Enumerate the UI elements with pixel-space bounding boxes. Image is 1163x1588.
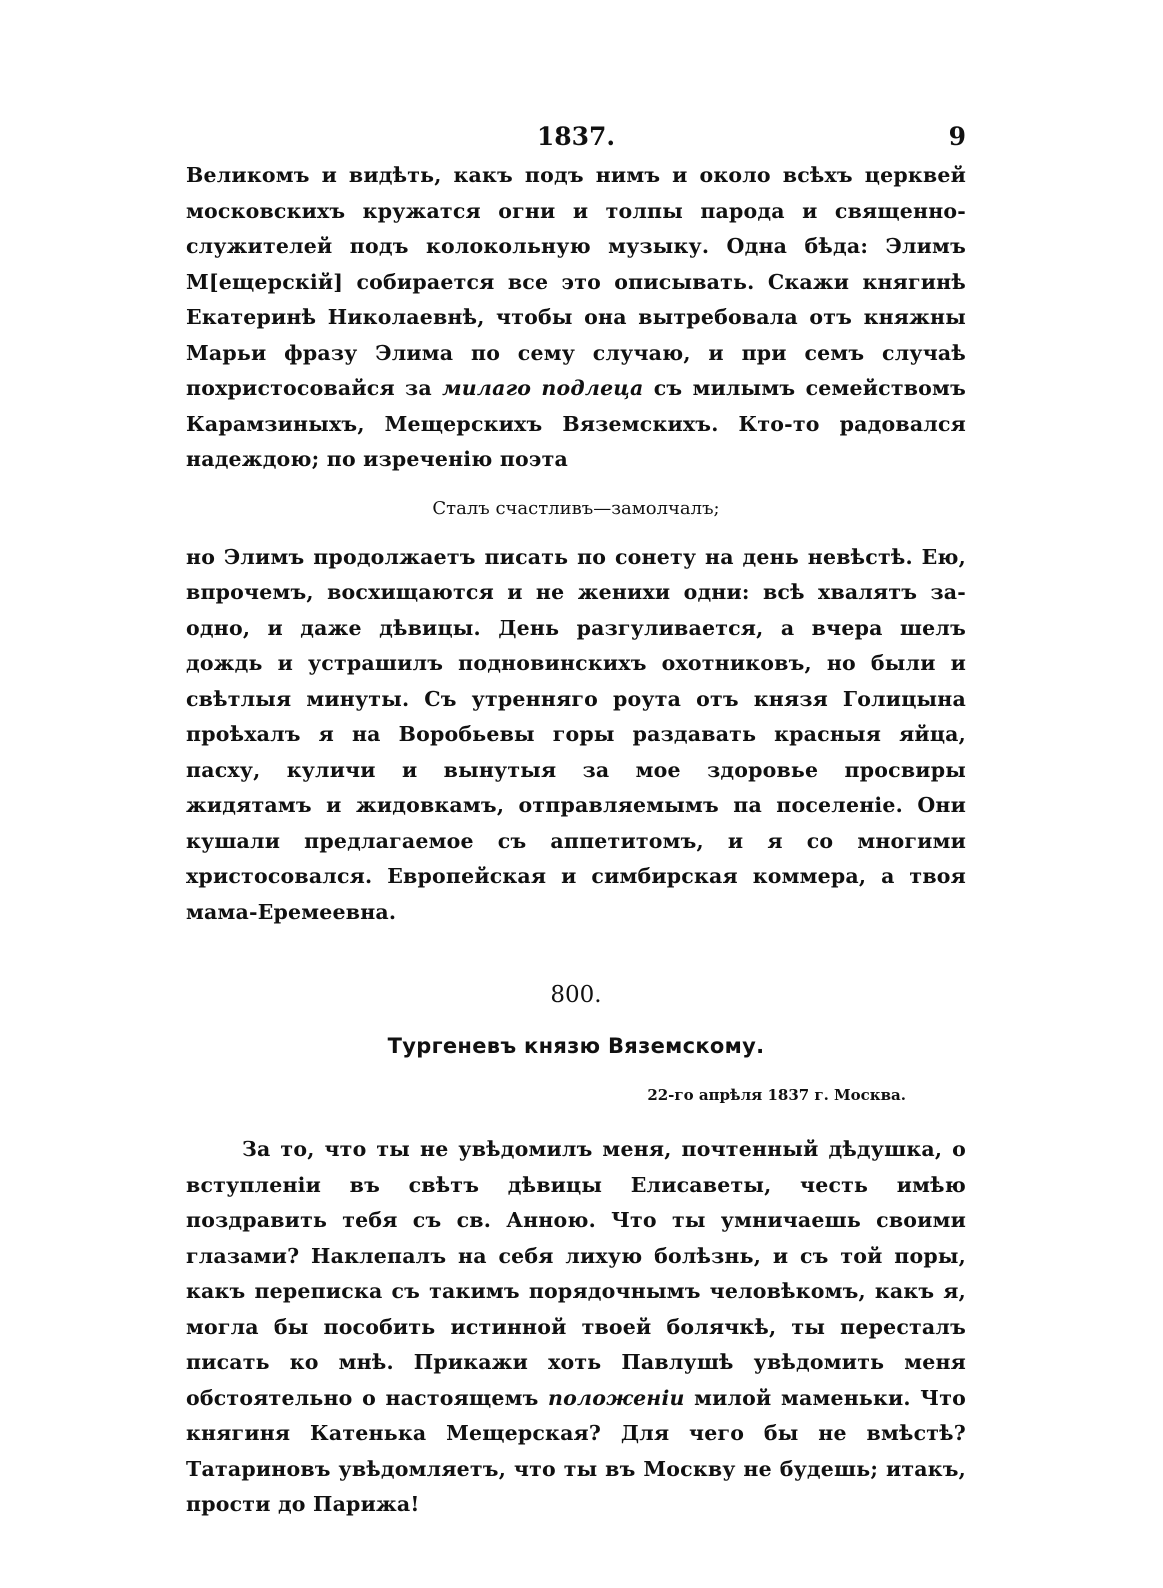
- paragraph-1-text-a: Великомъ и видѣть, какъ подъ нимъ и около всѣхъ церквей московскихъ кружатся огни и толпы парода и священно-служителей подъ колокольную музыку. Одна бѣда: Элимъ М[ещерскій] собирается все это описывать. Скажи княгинѣ Екатеринѣ Николаевнѣ, чтобы она вытребовала отъ княжны Марьи фразу Элима по сему случаю, и при семъ случаѣ похристосовайся за: [186, 163, 966, 400]
- paragraph-1: [186, 158, 966, 478]
- letter-body-text-a: За то, что ты не увѣдомилъ меня, почтенный дѣдушка, о вступленіи въ свѣтъ дѣвицы Елисаветы, честь имѣю поздравить тебя съ св. Анною. Что ты умничаешь своими глазами? Наклепалъ на себя лихую болѣзнь, и съ той поры, какъ переписка съ такимъ порядочнымъ человѣкомъ, какъ я, могла бы пособить истинной твоей болячкѣ, ты пересталъ писать ко мнѣ. Прикажи хоть Павлушѣ увѣдомить меня обстоятельно о настоящемъ: [186, 1137, 966, 1410]
- page-number: 9: [948, 122, 966, 151]
- letter-body-italic: положеніи: [548, 1385, 685, 1410]
- letter-body-text-b: милой маменьки. Что княгиня Катенька Мещерская? Для чего бы не вмѣстѣ? Татариновъ увѣдомляетъ, что ты въ Москву не будешь; итакъ, прости до Парижа!: [186, 1385, 966, 1516]
- running-head: [186, 118, 966, 158]
- letter-body: [186, 1132, 966, 1523]
- letter-date: 22-го апрѣля 1837 г. Москва.: [647, 1086, 906, 1104]
- letter-number: 800.: [550, 982, 602, 1008]
- paragraph-1-text-b: съ милымъ семействомъ Карамзиныхъ, Мещерскихъ Вяземскихъ. Кто-то радовался надеждою; по изреченію поэта: [186, 376, 966, 471]
- letter-title: Тургеневъ князю Вяземскому.: [387, 1034, 765, 1058]
- book-page: [186, 118, 966, 1523]
- paragraph-1-italic: милаго подлеца: [442, 376, 644, 400]
- paragraph-2: но Элимъ продолжаетъ писать по сонету на день невѣстѣ. Ею, впрочемъ, восхищаются и не женихи одни: всѣ хвалятъ за-одно, и даже дѣвицы. День разгуливается, а вчера шелъ дождь и устрашилъ подновинскихъ охотниковъ, но были и свѣтлыя минуты. Съ утренняго роута отъ князя Голицына проѣхалъ я на Воробьевы горы раздавать красныя яйца, пасху, куличи и вынутыя за мое здоровье просвиры жидятамъ и жидовкамъ, отправляемымъ па поселеніе. Они кушали предлагаемое съ аппетитомъ, и я со многими христосовался. Европейская и симбирская коммера, а твоя мама-Еремеевна.: [186, 544, 966, 924]
- running-head-year: 1837.: [536, 122, 616, 151]
- verse-quote: Сталъ счастливъ—замолчалъ;: [432, 497, 720, 519]
